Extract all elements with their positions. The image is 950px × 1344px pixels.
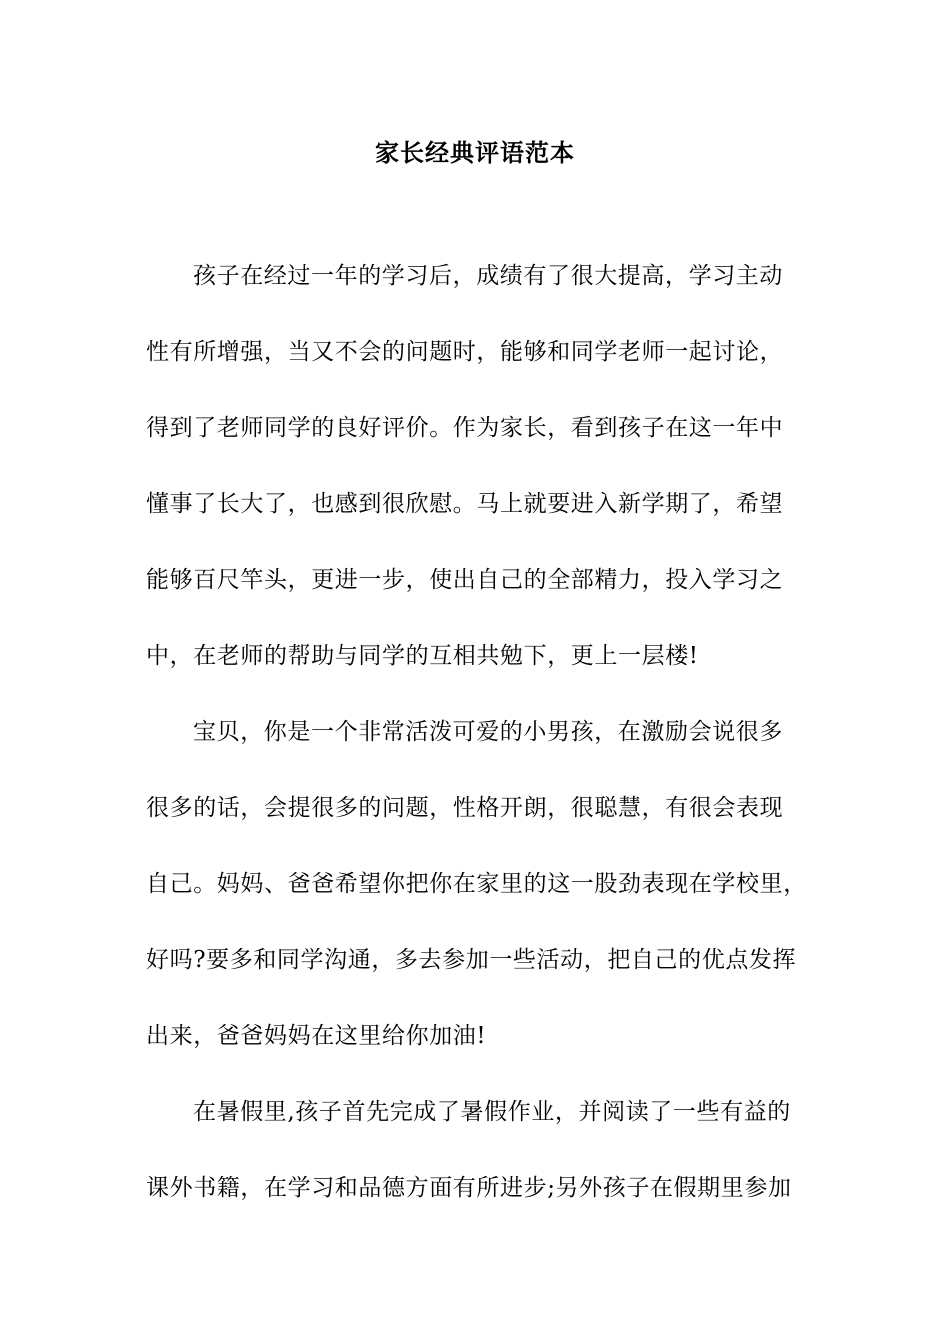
text-line: 自己。妈妈、爸爸希望你把你在家里的这一股劲表现在学校里， — [146, 871, 807, 897]
document-body — [146, 250, 826, 1238]
text-line: 孩子在经过一年的学习后，成绩有了很大提高，学习主动 — [193, 263, 783, 289]
text-line: 性有所增强，当又不会的问题时，能够和同学老师一起讨论， — [146, 339, 784, 365]
text-line: 宝贝，你是一个非常活泼可爱的小男孩，在激励会说很多 — [193, 719, 783, 745]
text-line: 好吗?要多和同学沟通，多去参加一些活动，把自己的优点发挥 — [146, 947, 797, 973]
text-line: 很多的话，会提很多的问题，性格开朗，很聪慧，有很会表现 — [146, 795, 784, 821]
text-line: 出来，爸爸妈妈在这里给你加油! — [146, 1023, 487, 1049]
text-line: 能够百尺竿头，更进一步，使出自己的全部精力，投入学习之 — [146, 567, 784, 593]
document-title: 家长经典评语范本 — [375, 138, 575, 167]
text-line: 中，在老师的帮助与同学的互相共勉下，更上一层楼! — [146, 643, 699, 669]
text-line: 得到了老师同学的良好评价。作为家长，看到孩子在这一年中 — [146, 415, 784, 441]
text-line: 在暑假里,孩子首先完成了暑假作业，并阅读了一些有益的 — [193, 1099, 791, 1125]
text-line: 课外书籍，在学习和品德方面有所进步;另外孩子在假期里参加 — [146, 1175, 792, 1201]
text-line: 懂事了长大了，也感到很欣慰。马上就要进入新学期了，希望 — [146, 491, 784, 517]
